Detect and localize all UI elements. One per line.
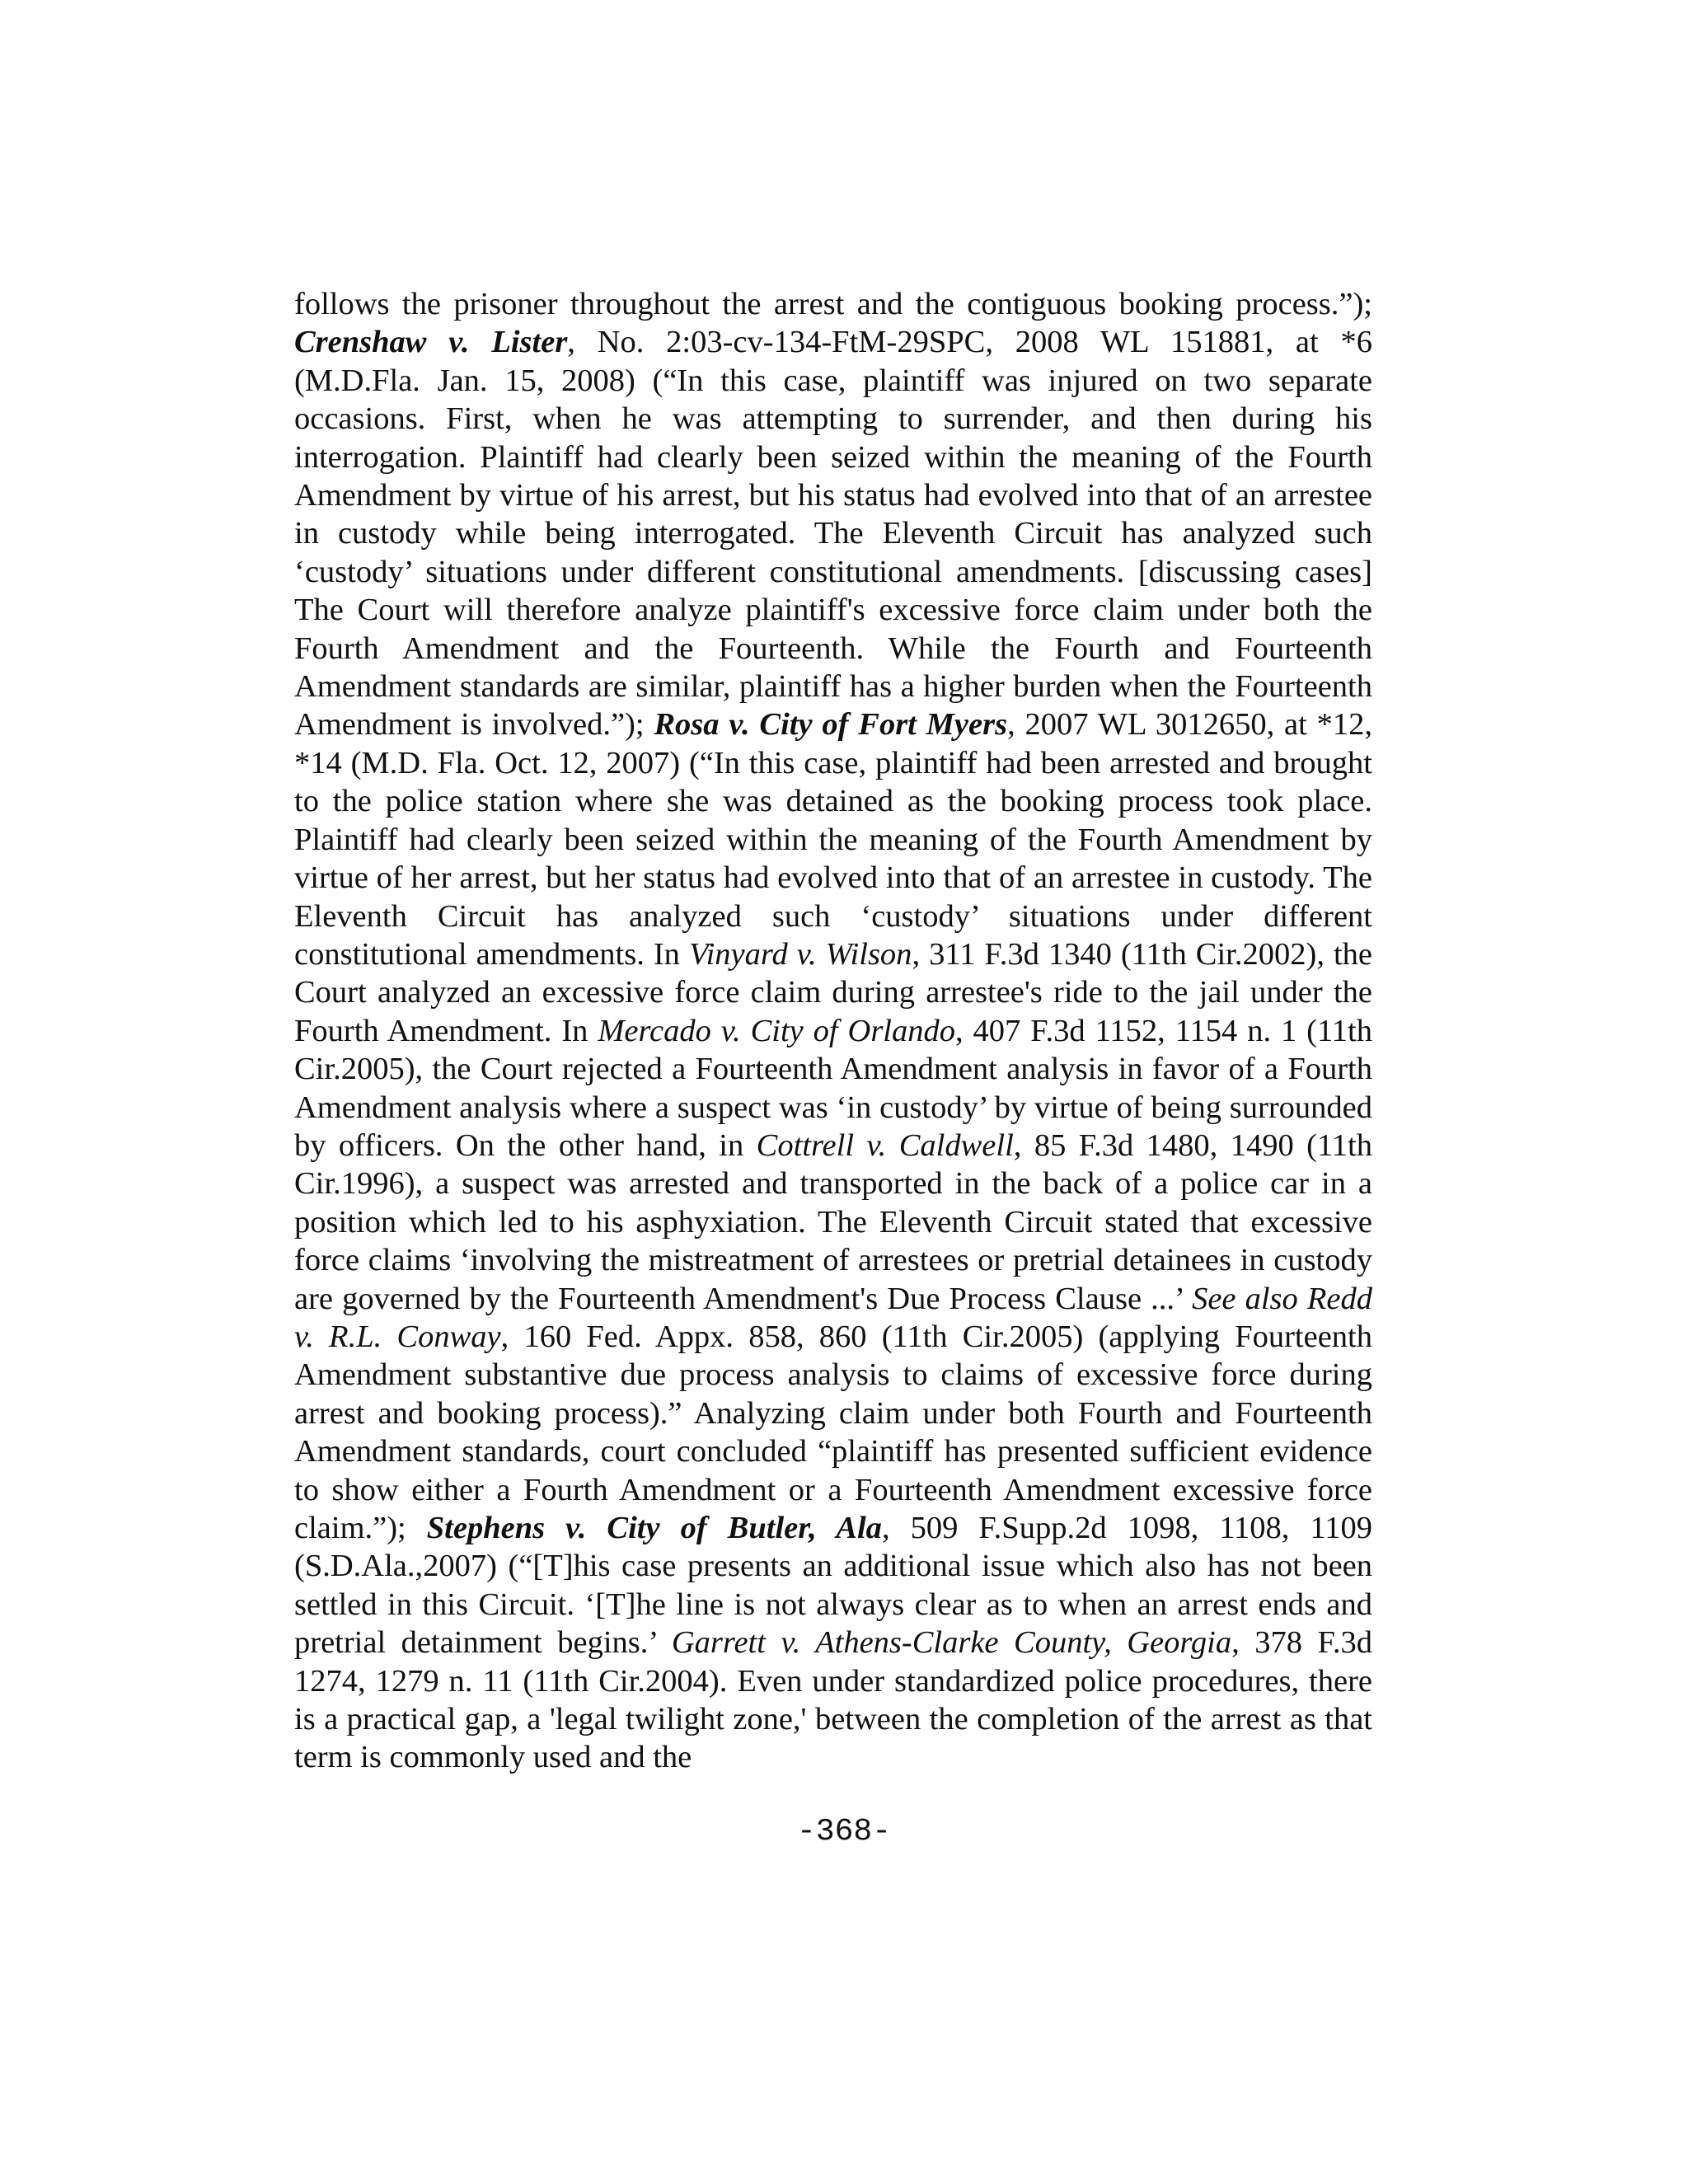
case-name-stephens: Stephens v. City of Butler, Ala bbox=[426, 1511, 882, 1545]
body-text: , 509 F.Supp.2d 1098, 1108, 1109 (S.D.Ala.,2007) (“[T]his case presents an additional issue which also has not been settled in this Circuit. ‘[T]he line is not always clear as to when an arrest ends and pretrial detainment begins.’ bbox=[294, 1511, 1373, 1661]
case-citation-mercado: Mercado v. City of Orlando bbox=[598, 1013, 955, 1048]
case-name-crenshaw: Crenshaw v. Lister bbox=[294, 325, 568, 360]
body-text: , 311 F.3d 1340 (11th Cir.2002), the Court analyzed an excessive force claim during arrestee's ride to the jail under the Fourth Amendment. In bbox=[294, 936, 1372, 1048]
body-text: , 85 F.3d 1480, 1490 (11th Cir.1996), a suspect was arrested and transported in the back of a police car in a position which led to his asphyxiation. The Eleventh Circuit stated that excessive force claims ‘involving the mistreatment of arrestees or pretrial detainees in custody are governed by the Fourteenth Amendment's Due Process Clause ...’ bbox=[294, 1127, 1373, 1316]
body-text: , 407 F.3d 1152, 1154 n. 1 (11th Cir.2005), the Court rejected a Fourteenth Amendment analysis in favor of a Fourth Amendment analysis where a suspect was ‘in custody’ by virtue of being surrounded by officers. On the other hand, in bbox=[294, 1013, 1372, 1163]
body-text: , 2007 WL 3012650, at *12, *14 (M.D. Fla. Oct. 12, 2007) (“In this case, plaintiff had been arrested and brought to the police station where she was detained as the booking process took place. Plaintiff had clearly been seized within the meaning of the Fourth Amendment by virtue of her arrest, but her status had evolved into that of an arrestee in custody. The Eleventh Circuit has analyzed such ‘custody’ situations under different constitutional amendments. In bbox=[294, 707, 1372, 972]
page-number: -368- bbox=[796, 1814, 892, 1849]
body-text: , 378 F.3d 1274, 1279 n. 11 (11th Cir.2004). Even under standardized police procedures, there is a practical gap, a 'legal twilight zone,' between the completion of the arrest as that term is commonly used and the bbox=[294, 1625, 1372, 1775]
case-citation-cottrell: Cottrell v. Caldwell bbox=[756, 1127, 1014, 1163]
body-paragraph bbox=[294, 285, 1372, 1777]
case-citation-redd: See also Redd v. R.L. Conway bbox=[294, 1281, 1372, 1354]
body-text: , No. 2:03-cv-134-FtM-29SPC, 2008 WL 151881, at *6 (M.D.Fla. Jan. 15, 2008) (“In this case, plaintiff was injured on two separate occasions. First, when he was attempting to surrender, and then during his interrogation. Plaintiff had clearly been seized within the meaning of the Fourth Amendment by virtue of his arrest, but his status had evolved into that of an arrestee in custody while being interrogated. The Eleventh Circuit has analyzed such ‘custody’ situations under different constitutional amendments. [discussing cases] The Court will therefore analyze plaintiff's excessive force claim under both the Fourth Amendment and the Fourteenth. While the Fourth and Fourteenth Amendment standards are similar, plaintiff has a higher burden when the Fourteenth Amendment is involved.”); bbox=[294, 325, 1372, 743]
page-body bbox=[294, 285, 1372, 1777]
case-name-rosa: Rosa v. City of Fort Myers bbox=[654, 707, 1008, 743]
case-citation-garrett: Garrett v. Athens-Clarke County, Georgia bbox=[671, 1625, 1232, 1661]
body-text: , 160 Fed. Appx. 858, 860 (11th Cir.2005) (applying Fourteenth Amendment substantive due process analysis to claims of excessive force during arrest and booking process).” Analyzing claim under both Fourth and Fourteenth Amendment standards, court concluded “plaintiff has presented sufficient evidence to show either a Fourth Amendment or a Fourteenth Amendment excessive force claim.”); bbox=[294, 1319, 1373, 1545]
body-text: follows the prisoner throughout the arrest and the contiguous booking process.”); bbox=[294, 287, 1372, 321]
case-citation-vinyard: Vinyard v. Wilson bbox=[688, 936, 912, 972]
